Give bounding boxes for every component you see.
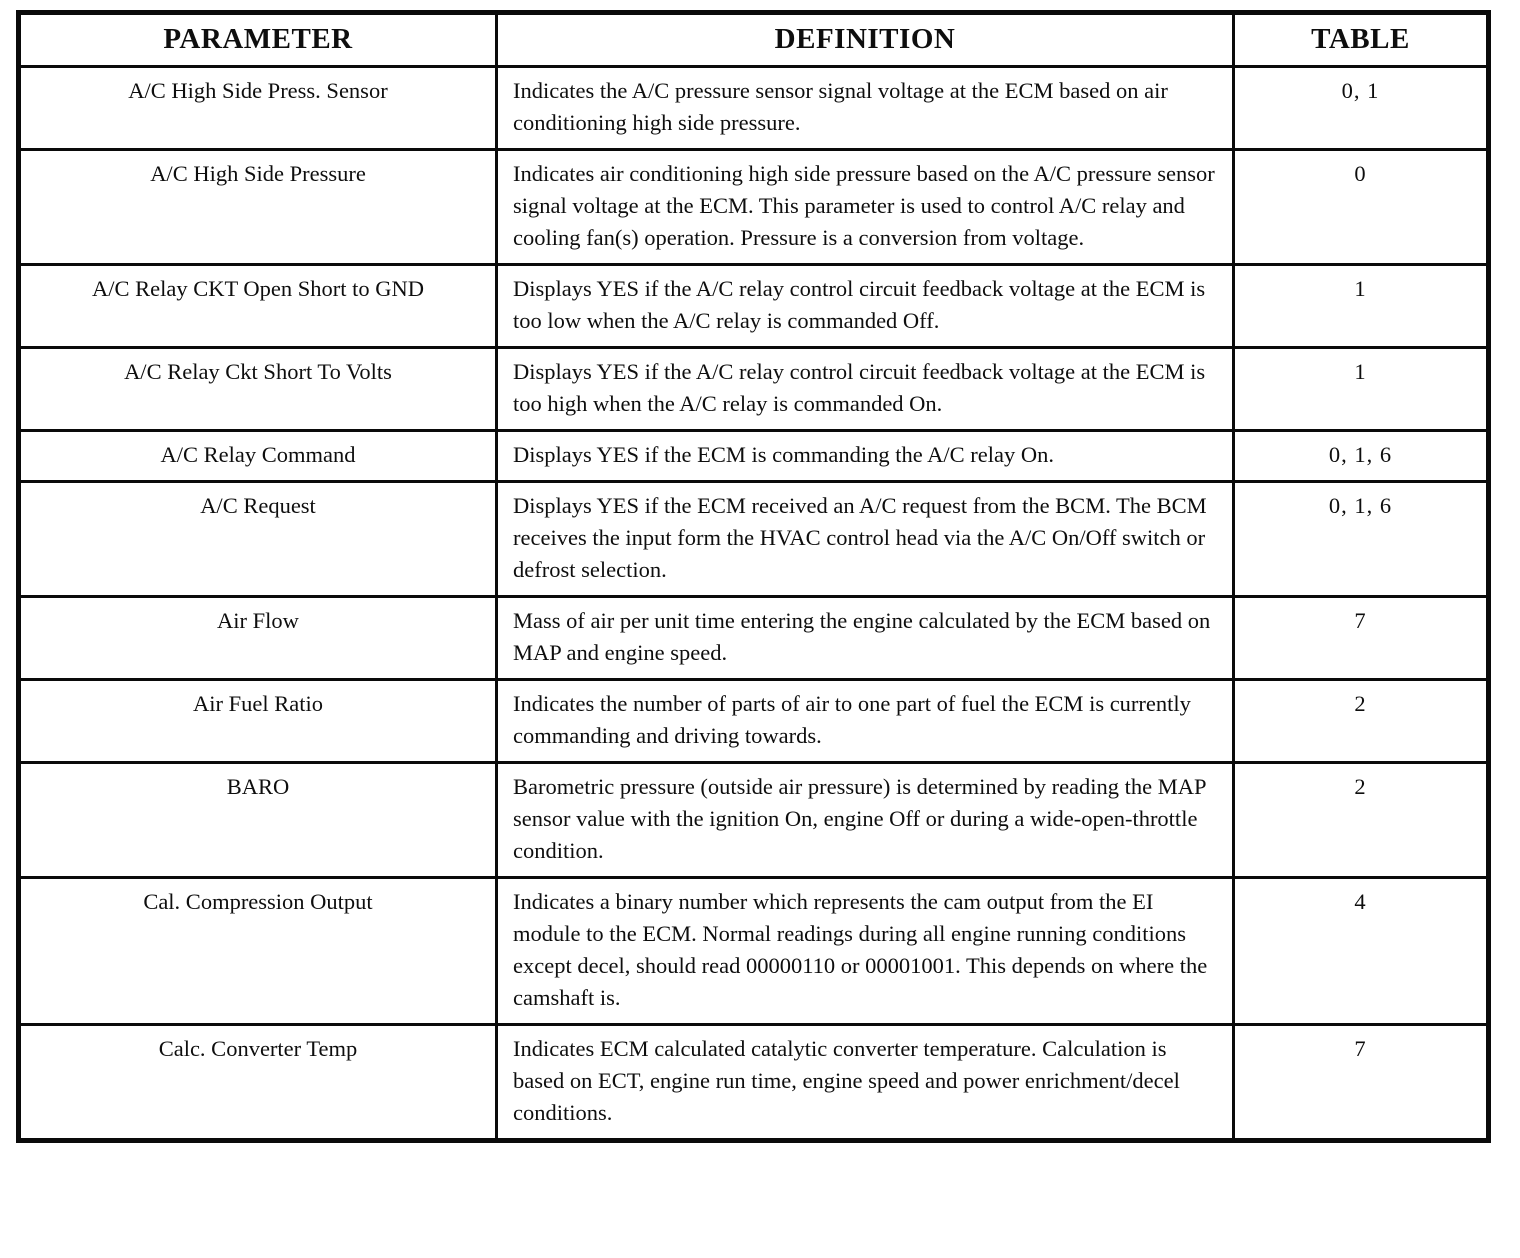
table-row	[19, 680, 1489, 763]
table-ref-cell: 0, 1	[1234, 67, 1489, 150]
table-ref-cell: 4	[1234, 878, 1489, 1025]
table-ref-cell: 0, 1, 6	[1234, 431, 1489, 482]
table-ref-cell: 2	[1234, 763, 1489, 878]
definition-cell: Indicates air conditioning high side pressure based on the A/C pressure sensor signal voltage at the ECM. This parameter is used to control A/C relay and cooling fan(s) operation. Pressure is a conversion from voltage.	[497, 150, 1234, 265]
parameter-cell: BARO	[19, 763, 497, 878]
table-row	[19, 150, 1489, 265]
table-row	[19, 763, 1489, 878]
parameter-definition-table	[16, 10, 1491, 1143]
definition-cell: Mass of air per unit time entering the engine calculated by the ECM based on MAP and engine speed.	[497, 597, 1234, 680]
definition-cell: Displays YES if the ECM is commanding the A/C relay On.	[497, 431, 1234, 482]
table-ref-cell: 0	[1234, 150, 1489, 265]
definition-cell: Indicates the number of parts of air to one part of fuel the ECM is currently commanding and driving towards.	[497, 680, 1234, 763]
definition-cell: Indicates the A/C pressure sensor signal voltage at the ECM based on air conditioning high side pressure.	[497, 67, 1234, 150]
table-ref-cell: 7	[1234, 597, 1489, 680]
definition-cell: Displays YES if the A/C relay control circuit feedback voltage at the ECM is too low when the A/C relay is commanded Off.	[497, 265, 1234, 348]
table-row	[19, 348, 1489, 431]
table-row	[19, 1025, 1489, 1141]
header-parameter: PARAMETER	[19, 13, 497, 67]
table-ref-cell: 1	[1234, 348, 1489, 431]
table-ref-cell: 0, 1, 6	[1234, 482, 1489, 597]
table-ref-cell: 2	[1234, 680, 1489, 763]
parameter-cell: A/C Relay CKT Open Short to GND	[19, 265, 497, 348]
parameter-cell: A/C Relay Command	[19, 431, 497, 482]
table-ref-cell: 7	[1234, 1025, 1489, 1141]
definition-cell: Displays YES if the ECM received an A/C request from the BCM. The BCM receives the input form the HVAC control head via the A/C On/Off switch or defrost selection.	[497, 482, 1234, 597]
header-row	[19, 13, 1489, 67]
parameter-cell: Cal. Compression Output	[19, 878, 497, 1025]
parameter-cell: A/C High Side Press. Sensor	[19, 67, 497, 150]
definition-cell: Indicates a binary number which represents the cam output from the EI module to the ECM. Normal readings during all engine running conditions except decel, should read 00000110 or 00001001. This depends on where the camshaft is.	[497, 878, 1234, 1025]
header-table: TABLE	[1234, 13, 1489, 67]
parameter-cell: Air Flow	[19, 597, 497, 680]
parameter-cell: Calc. Converter Temp	[19, 1025, 497, 1141]
definition-cell: Indicates ECM calculated catalytic converter temperature. Calculation is based on ECT, engine run time, engine speed and power enrichment/decel conditions.	[497, 1025, 1234, 1141]
table-row	[19, 482, 1489, 597]
parameter-cell: A/C High Side Pressure	[19, 150, 497, 265]
table-row	[19, 265, 1489, 348]
parameter-cell: Air Fuel Ratio	[19, 680, 497, 763]
table-row	[19, 67, 1489, 150]
table-row	[19, 597, 1489, 680]
header-definition: DEFINITION	[497, 13, 1234, 67]
table-ref-cell: 1	[1234, 265, 1489, 348]
parameter-cell: A/C Request	[19, 482, 497, 597]
table-row	[19, 431, 1489, 482]
table-row	[19, 878, 1489, 1025]
definition-cell: Barometric pressure (outside air pressure) is determined by reading the MAP sensor value with the ignition On, engine Off or during a wide-open-throttle condition.	[497, 763, 1234, 878]
parameter-cell: A/C Relay Ckt Short To Volts	[19, 348, 497, 431]
definition-cell: Displays YES if the A/C relay control circuit feedback voltage at the ECM is too high when the A/C relay is commanded On.	[497, 348, 1234, 431]
